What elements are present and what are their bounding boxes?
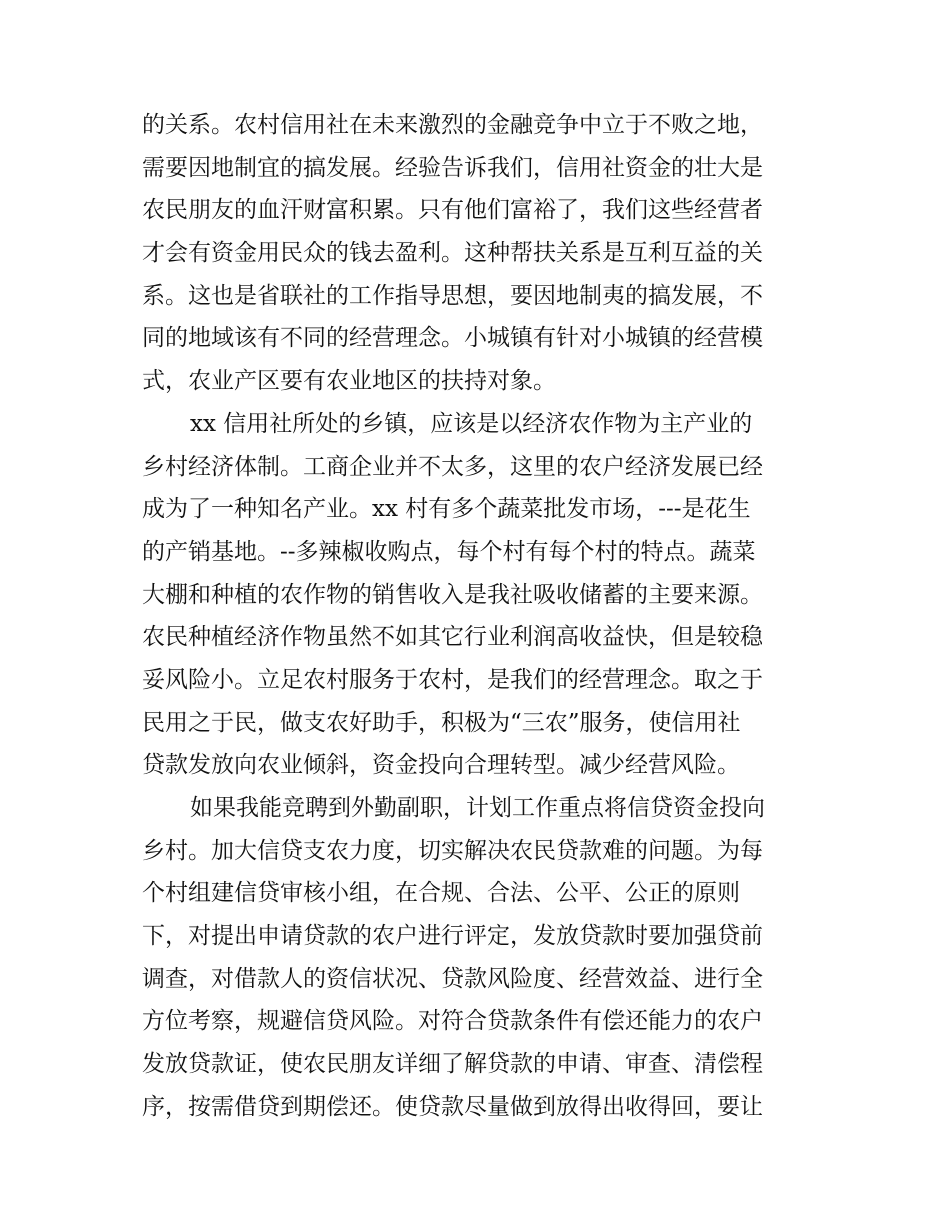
text-line: 成为了一种知名产业。xx 村有多个蔬菜批发市场，---是花生 — [142, 496, 751, 523]
text-line: 的产销基地。--多辣椒收购点，每个村有每个村的特点。蔬菜 — [142, 538, 756, 565]
text-line: 发放贷款证，使农民朋友详细了解贷款的申请、审查、清偿程 — [142, 1051, 763, 1078]
paragraph-first-line: 如果我能竞聘到外勤副职，计划工作重点将信贷资金投向 — [190, 795, 765, 821]
text-line: 妥风险小。立足农村服务于农村，是我们的经营理念。取之于 — [142, 666, 763, 693]
text-line: 下，对提出申请贷款的农户进行评定，发放贷款时要加强贷前 — [142, 923, 763, 950]
text-line: 的关系。农村信用社在未来激烈的金融竞争中立于不败之地， — [142, 112, 763, 138]
text-line: 序，按需借贷到期偿还。使贷款尽量做到放得出收得回，要让 — [142, 1093, 763, 1120]
text-line: 农民朋友的血汗财富积累。只有他们富裕了，我们这些经营者 — [142, 197, 763, 224]
text-line: 方位考察，规避信贷风险。对符合贷款条件有偿还能力的农户 — [142, 1008, 763, 1035]
text-line: 乡村。加大信贷支农力度，切实解决农民贷款难的问题。为每 — [142, 837, 763, 864]
text-line: 式，农业产区要有农业地区的扶持对象。 — [142, 368, 556, 395]
paragraph-first-line: xx 信用社所处的乡镇，应该是以经济农作物为主产业的 — [190, 410, 753, 437]
text-line: 农民种植经济作物虽然不如其它行业利润高收益快，但是较稳 — [142, 624, 763, 651]
text-line: 同的地域该有不同的经营理念。小城镇有针对小城镇的经营模 — [142, 325, 763, 352]
text-line: 系。这也是省联社的工作指导思想，要因地制夷的搞发展，不 — [142, 282, 763, 309]
text-line: 大棚和种植的农作物的销售收入是我社吸收储蓄的主要来源。 — [142, 581, 763, 608]
text-line: 需要因地制宜的搞发展。经验告诉我们，信用社资金的壮大是 — [142, 154, 763, 181]
text-line: 民用之于民，做支农好助手，积极为“三农”服务，使信用社 — [142, 709, 741, 736]
text-line: 贷款发放向农业倾斜，资金投向合理转型。减少经营风险。 — [142, 752, 740, 779]
document-body — [142, 104, 812, 1129]
text-line: 才会有资金用民众的钱去盈利。这种帮扶关系是互利互益的关 — [142, 240, 763, 267]
text-line: 乡村经济体制。工商企业并不太多，这里的农户经济发展已经 — [142, 453, 763, 480]
text-line: 个村组建信贷审核小组，在合规、合法、公平、公正的原则 — [142, 880, 740, 907]
text-line: 调查，对借款人的资信状况、贷款风险度、经营效益、进行全 — [142, 965, 763, 992]
